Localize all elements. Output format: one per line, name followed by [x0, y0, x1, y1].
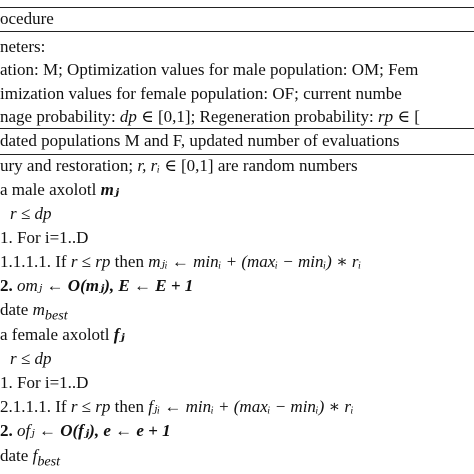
- step-update-m-best: date $m_{best}$: [0, 300, 68, 324]
- output-bottom-rule: [0, 154, 474, 155]
- step-injury-restoration: ury and restoration; r, rᵢ ∈ [0,1] are random numbers: [0, 156, 358, 175]
- step-male-evaluate: 2. omⱼ ← O(mⱼ), E ← E + 1: [0, 276, 194, 295]
- step-female-condition: r ≤ dp: [10, 349, 52, 368]
- step-female-axolotl: a female axolotl fⱼ: [0, 325, 125, 344]
- parameter-line-population: ation: M; Optimization values for male population: OM; Fem: [0, 60, 419, 79]
- step-female-for-loop: 1. For i=1..D: [0, 373, 89, 392]
- step-female-if-update: 2.1.1.1. If r ≤ rp then fⱼᵢ ← minᵢ + (maxᵢ − minᵢ) ∗ rᵢ: [0, 397, 354, 416]
- parameter-line-probabilities: nage probability: dp ∈ [0,1]; Regeneration probability: rp ∈ [: [0, 107, 420, 126]
- step-male-if-update: 1.1.1.1. If r ≤ rp then mⱼᵢ ← minᵢ + (maxᵢ − minᵢ) ∗ rᵢ: [0, 252, 362, 271]
- parameters-heading: neters:: [0, 37, 46, 56]
- step-update-f-best: date $f_{best}$: [0, 446, 61, 470]
- parameters-bottom-rule: [0, 128, 474, 129]
- output-line: dated populations M and F, updated number of evaluations: [0, 131, 400, 150]
- step-male-axolotl: a male axolotl mⱼ: [0, 180, 120, 199]
- step-male-condition: r ≤ dp: [10, 204, 52, 223]
- procedure-header-rule: [0, 31, 474, 32]
- step-female-evaluate: 2. ofⱼ ← O(fⱼ), e ← e + 1: [0, 421, 171, 440]
- top-rule: [0, 7, 474, 8]
- step-male-for-loop: 1. For i=1..D: [0, 228, 89, 247]
- procedure-title: ocedure: [0, 9, 54, 28]
- parameter-line-female-values: imization values for female population: OF; current numbe: [0, 84, 402, 103]
